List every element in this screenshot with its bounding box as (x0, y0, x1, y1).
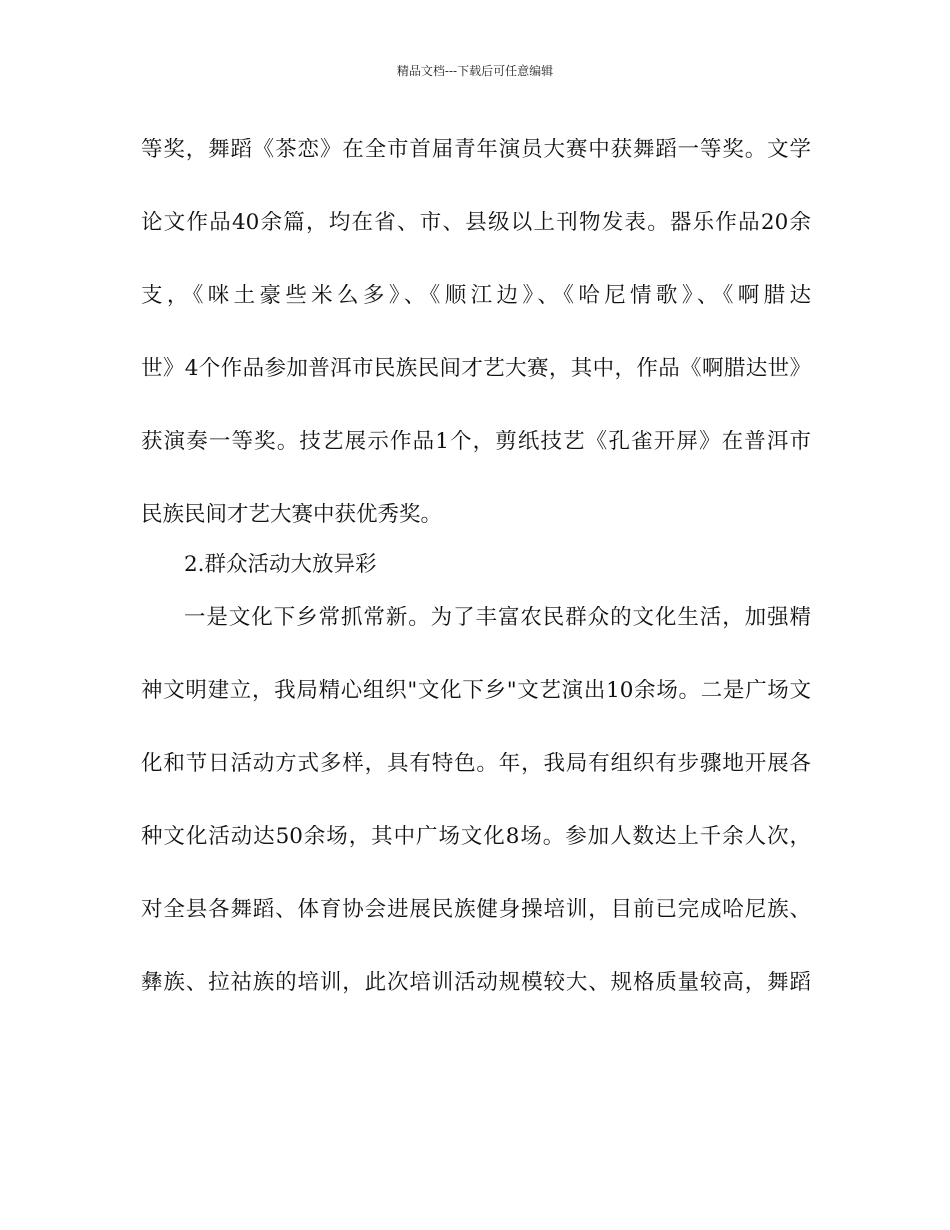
section-heading: 2.群众活动大放异彩 (184, 553, 377, 577)
paragraph-line: 论文作品40余篇，均在省、市、县级以上刊物发表。器乐作品20余 (141, 211, 811, 235)
paragraph-line: 化和节日活动方式多样，具有特色。年，我局有组织有步骤地开展各 (141, 752, 811, 776)
paragraph-line: 种文化活动达50余场，其中广场文化8场。参加人数达上千余人次， (141, 825, 811, 849)
paragraph-line: 等奖，舞蹈《茶恋》在全市首届青年演员大赛中获舞蹈一等奖。文学 (141, 138, 811, 162)
paragraph-line: 对全县各舞蹈、体育协会进展民族健身操培训，目前已完成哈尼族、 (141, 898, 811, 922)
paragraph-line: 一是文化下乡常抓常新。为了丰富农民群众的文化生活，加强精 (184, 606, 811, 630)
page-header: 精品文档---下载后可任意编辑 (396, 64, 554, 78)
paragraph-line: 彝族、拉祜族的培训，此次培训活动规模较大、规格质量较高，舞蹈 (141, 971, 811, 995)
document-body (141, 138, 811, 995)
paragraph-line: 支，《咪土豪些米么多》、《顺江边》、《哈尼情歌》、《啊腊达 (141, 284, 811, 308)
paragraph-line: 获演奏一等奖。技艺展示作品1个，剪纸技艺《孔雀开屏》在普洱市 (141, 430, 811, 454)
paragraph-line: 神文明建立，我局精心组织"文化下乡"文艺演出10余场。二是广场文 (141, 679, 811, 703)
paragraph-line: 世》4个作品参加普洱市民族民间才艺大赛，其中，作品《啊腊达世》 (141, 357, 811, 381)
paragraph-line: 民族民间才艺大赛中获优秀奖。 (141, 503, 443, 527)
